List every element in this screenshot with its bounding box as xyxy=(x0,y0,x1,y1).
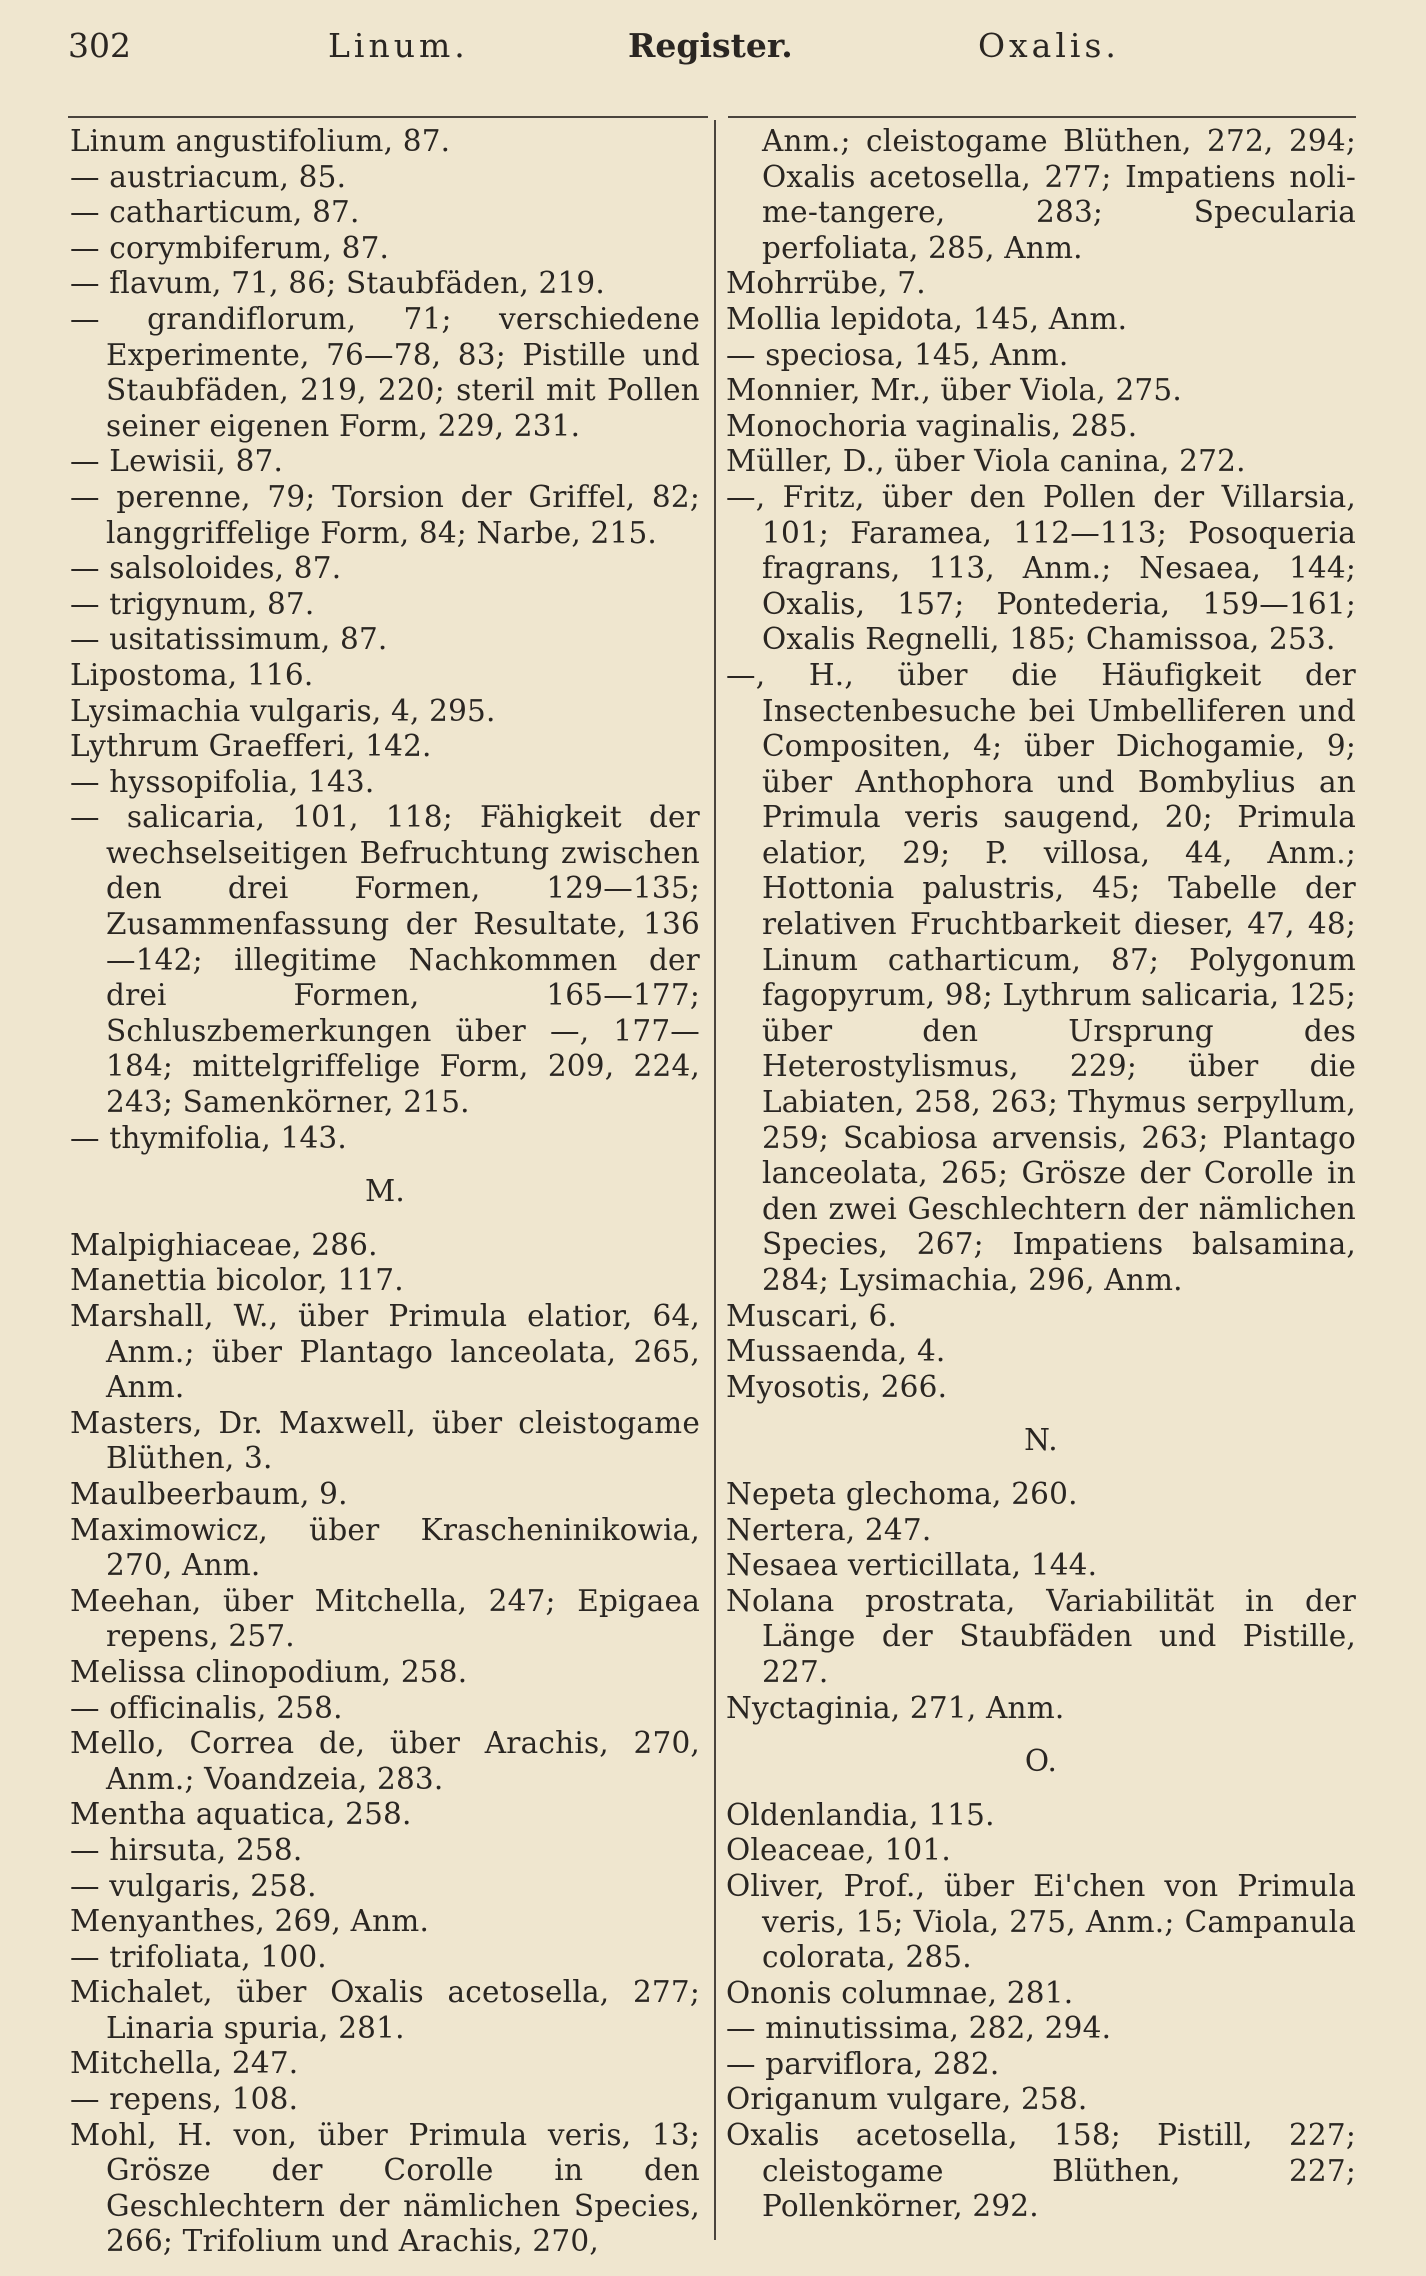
index-entry: — speciosa, 145, Anm. xyxy=(726,337,1069,372)
index-entry: Anm.; cleistogame Blüthen, 272, 294; Oxalis acetosella, 277; Impatiens noli-me-tangere, 283; Specularia perfoliata, 285, Anm. xyxy=(762,124,1356,265)
index-entry: Masters, Dr. Maxwell, über cleistogame Blüthen, 3. xyxy=(70,1405,700,1476)
index-entry: Myosotis, 266. xyxy=(726,1369,948,1404)
index-entry: Maulbeerbaum, 9. xyxy=(70,1476,348,1511)
header-right: Oxalis. xyxy=(978,26,1120,65)
index-entry: Muscari, 6. xyxy=(726,1298,898,1333)
index-entry: Mitchella, 247. xyxy=(70,2046,299,2081)
index-entry: — salsoloides, 87. xyxy=(70,551,342,586)
index-entry: Oliver, Prof., über Ei'chen von Primula veris, 15; Viola, 275, Anm.; Campanula colorata, 285. xyxy=(726,1868,1356,1975)
index-entry: — parviflora, 282. xyxy=(726,2046,1000,2081)
index-entry: — thymifolia, 143. xyxy=(70,1120,347,1155)
section-letter: M. xyxy=(365,1174,405,1209)
index-entry: Melissa clinopodium, 258. xyxy=(70,1654,468,1689)
index-entry: —, H., über die Häufigkeit der Insectenbesuche bei Umbelliferen und Compositen, 4; über Dichogamie, 9; über Anthophora und Bombylius an Primula veris saugend, 20; Primula elatior, 29; P. villosa, 44, Anm.; Hottonia palustris, 45; Tabelle der relativen Fruchtbarkeit dieser, 47, 48; Linum catharticum, 87; Polygonum fagopyrum, 98; Lythrum salicaria, 125; über den Ursprung des Heterostylismus, 229; über die Labiaten, 258, 263; Thymus serpyllum, 259; Scabiosa arvensis, 263; Plantago lanceolata, 265; Grösze der Corolle in den zwei Geschlechtern der nämlichen Species, 267; Impatiens balsamina, 284; Lysimachia, 296, Anm. xyxy=(726,657,1356,1297)
index-entry: Nepeta glechoma, 260. xyxy=(726,1476,1078,1511)
column-divider xyxy=(714,120,716,2240)
section-letter: O. xyxy=(1024,1744,1058,1779)
section-letter: N. xyxy=(1024,1423,1058,1458)
page-number: 302 xyxy=(68,26,131,65)
index-entry: — catharticum, 87. xyxy=(70,195,360,230)
index-entry: Lythrum Graefferi, 142. xyxy=(70,729,432,764)
index-entry: Mello, Correa de, über Arachis, 270, Anm.; Voandzeia, 283. xyxy=(70,1726,700,1796)
index-entry: Michalet, über Oxalis acetosella, 277; Linaria spuria, 281. xyxy=(70,1975,700,2045)
index-entry: — repens, 108. xyxy=(70,2082,299,2117)
index-entry: Menyanthes, 269, Anm. xyxy=(70,1904,430,1939)
index-entry: — hyssopifolia, 143. xyxy=(70,764,375,799)
index-entry: Nyctaginia, 271, Anm. xyxy=(726,1690,1065,1725)
index-entry: Marshall, W., über Primula elatior, 64, Anm.; über Plantago lanceolata, 265, Anm. xyxy=(70,1299,700,1405)
index-entry: Oleaceae, 101. xyxy=(726,1833,951,1868)
index-entry: — corymbiferum, 87. xyxy=(70,230,390,265)
index-entry: — perenne, 79; Torsion der Griffel, 82; langgriffelige Form, 84; Narbe, 215. xyxy=(70,479,700,550)
index-entry: Mussaenda, 4. xyxy=(726,1334,946,1369)
index-entry: — austriacum, 85. xyxy=(70,159,347,194)
header-center: Register. xyxy=(628,26,793,65)
header-rule-left xyxy=(68,116,708,118)
index-entry: —, Fritz, über den Pollen der Villarsia, 101; Faramea, 112—113; Posoqueria fragrans, 113, Anm.; Nesaea, 144; Oxalis, 157; Pontederia, 159—161; Oxalis Regnelli, 185; Chamissoa, 253. xyxy=(726,479,1356,657)
index-entry: Monnier, Mr., über Viola, 275. xyxy=(726,373,1182,408)
index-entry: — flavum, 71, 86; Staubfäden, 219. xyxy=(70,266,605,301)
index-entry: — salicaria, 101, 118; Fähigkeit der wechselseitigen Befruchtung zwischen den drei Formen, 129—135; Zusammenfassung der Resultate, 136—142; illegitime Nachkommen der drei Formen, 165—177; Schluszbemerkungen über —, 177—184; mittelgriffelige Form, 209, 224, 243; Samenkörner, 215. xyxy=(70,800,700,1120)
index-entry: — grandiflorum, 71; verschiedene Experimente, 76—78, 83; Pistille und Staubfäden, 219, 220; steril mit Pollen seiner eigenen Form, 229, 231. xyxy=(70,301,700,443)
index-entry: — officinalis, 258. xyxy=(70,1690,343,1725)
index-entry: — vulgaris, 258. xyxy=(70,1868,317,1903)
index-entry: Monochoria vaginalis, 285. xyxy=(726,408,1138,443)
index-entry: — trigynum, 87. xyxy=(70,586,315,621)
running-header xyxy=(68,22,1358,82)
index-entry: — Lewisii, 87. xyxy=(70,444,284,479)
index-entry: Linum angustifolium, 87. xyxy=(70,124,451,158)
index-entry: Malpighiaceae, 286. xyxy=(70,1227,378,1262)
index-entry: Maximowicz, über Krascheninikowia, 270, Anm. xyxy=(70,1512,700,1583)
index-entry: Oxalis acetosella, 158; Pistill, 227; cleistogame Blüthen, 227; Pollenkörner, 292. xyxy=(726,2118,1356,2224)
index-entry: Nolana prostrata, Variabilität in der Länge der Staubfäden und Pistille, 227. xyxy=(726,1583,1356,1689)
index-entry: Origanum vulgare, 258. xyxy=(726,2082,1088,2117)
index-entry: Lipostoma, 116. xyxy=(70,657,314,692)
header-left: Linum. xyxy=(328,26,469,65)
right-column xyxy=(726,124,1356,2225)
index-entry: — hirsuta, 258. xyxy=(70,1832,303,1867)
index-entry: Manettia bicolor, 117. xyxy=(70,1263,404,1298)
index-entry: Mentha aquatica, 258. xyxy=(70,1797,412,1832)
index-entry: Mohrrübe, 7. xyxy=(726,266,926,301)
index-entry: Meehan, über Mitchella, 247; Epigaea repens, 257. xyxy=(70,1583,700,1654)
index-entry: Oldenlandia, 115. xyxy=(726,1797,995,1832)
index-entry: — usitatissimum, 87. xyxy=(70,622,388,657)
index-entry: Müller, D., über Viola canina, 272. xyxy=(726,444,1246,479)
index-entry: Lysimachia vulgaris, 4, 295. xyxy=(70,693,496,728)
index-entry: Mollia lepidota, 145, Anm. xyxy=(726,301,1128,336)
index-entry: Nertera, 247. xyxy=(726,1512,932,1547)
header-rule-right xyxy=(728,116,1356,118)
index-entry: Ononis columnae, 281. xyxy=(726,1975,1074,2010)
left-column xyxy=(70,124,700,2260)
index-entry: — trifoliata, 100. xyxy=(70,1939,327,1974)
index-entry: — minutissima, 282, 294. xyxy=(726,2011,1112,2046)
index-entry: Nesaea verticillata, 144. xyxy=(726,1548,1098,1583)
index-entry: Mohl, H. von, über Primula veris, 13; Grösze der Corolle in den Geschlechtern der nämlichen Species, 266; Trifolium und Arachis, 270, xyxy=(70,2117,700,2259)
